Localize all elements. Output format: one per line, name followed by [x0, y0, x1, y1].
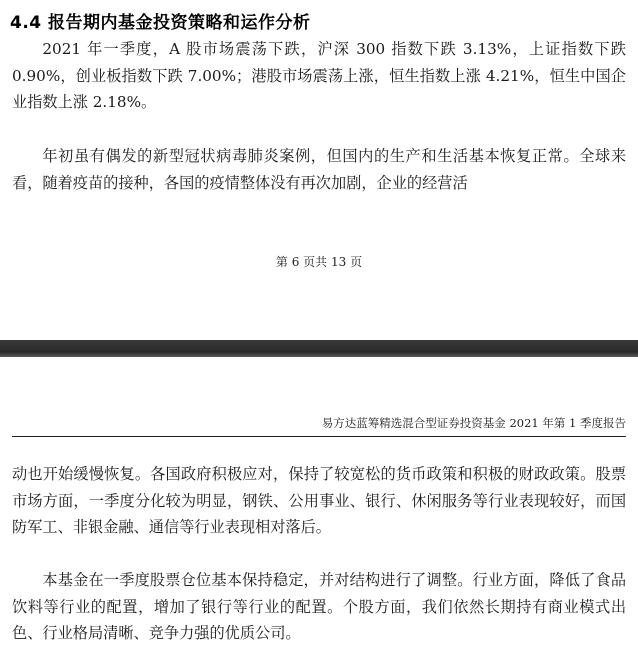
page-number: 第 6 页共 13 页: [275, 255, 363, 269]
section-heading: 4.4 报告期内基金投资策略和运作分析: [10, 13, 311, 33]
economy-paragraph-continued: 动也开始缓慢恢复。各国政府积极应对，保持了较宽松的货币政策和积极的财政政策。股票市场方面，一季度分化较为明显，钢铁、公用事业、银行、休闲服务等行业表现较好，而国防军工、非银金融、通信等行业表现相对落后。: [12, 465, 626, 536]
fund-strategy-paragraph: 本基金在一季度股票仓位基本保持稳定，并对结构进行了调整。行业方面，降低了食品饮料等行业的配置，增加了银行等行业的配置。个股方面，我们依然长期持有商业模式出色、行业格局清晰、竞争力强的优质公司。: [12, 571, 626, 642]
document-page-7: [0, 357, 638, 665]
market-review-paragraph: 2021 年一季度，A 股市场震荡下跌，沪深 300 指数下跌 3.13%，上证指数下跌 0.90%，创业板指数下跌 7.00%；港股市场震荡上涨，恒生指数上涨 4.21%，恒生中国企业指数上涨 2.18%。: [12, 40, 626, 111]
header-rule: [12, 436, 626, 437]
page-break-divider: [0, 340, 638, 357]
running-header: 易方达蓝筹精选混合型证券投资基金 2021 年第 1 季度报告: [321, 416, 626, 430]
economy-paragraph-start: 年初虽有偶发的新型冠状病毒肺炎案例，但国内的生产和生活基本恢复正常。全球来看，随着疫苗的接种，各国的疫情整体没有再次加剧，企业的经营活: [12, 147, 626, 192]
